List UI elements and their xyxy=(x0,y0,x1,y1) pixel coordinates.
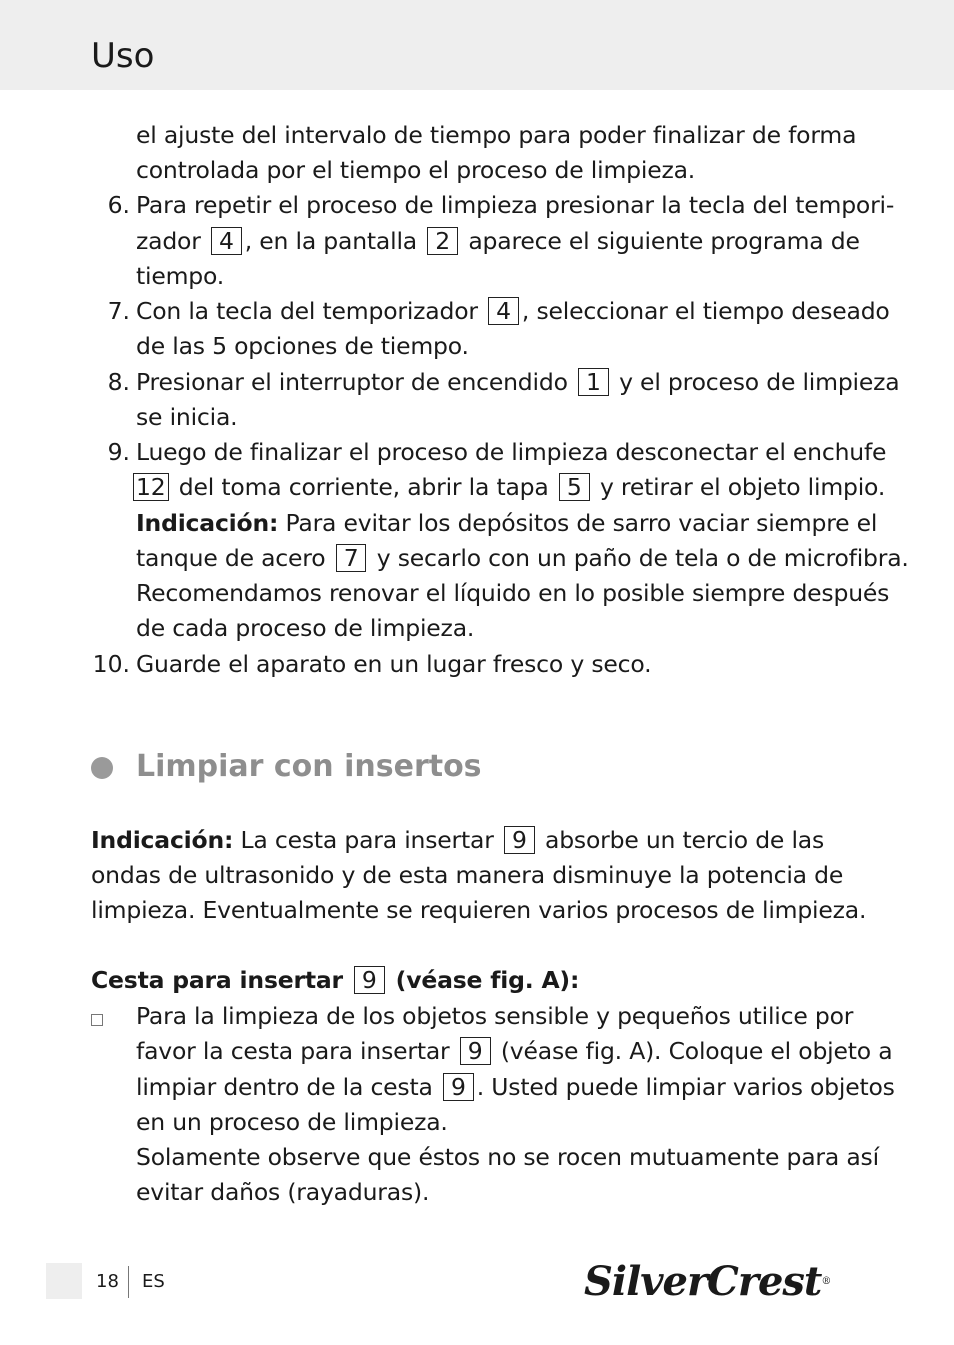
text-run: . Usted puede limpiar varios objetos xyxy=(476,1073,895,1101)
part-number-box: 7 xyxy=(336,544,367,572)
bullet-text xyxy=(136,1036,892,1066)
list-item-text xyxy=(136,543,909,573)
language-code: ES xyxy=(142,1271,165,1292)
paragraph-line: limpieza. Eventualmente se requieren varios procesos de limpieza. xyxy=(91,896,867,924)
text-run: Con la tecla del temporizador xyxy=(136,297,478,325)
list-continuation-line: el ajuste del intervalo de tiempo para poder finalizar de forma xyxy=(136,121,857,149)
text-run: Para evitar los depósitos de sarro vaciar siempre el xyxy=(285,509,878,537)
part-number-box: 4 xyxy=(488,297,519,325)
bullet-text xyxy=(136,1072,895,1102)
part-number-box: 9 xyxy=(504,826,535,854)
list-item-text: se inicia. xyxy=(136,403,238,431)
page-header xyxy=(0,0,954,90)
part-number-box: 5 xyxy=(559,473,590,501)
part-number-box: 9 xyxy=(460,1037,491,1065)
bullet-text: Solamente observe que éstos no se rocen mutuamente para así xyxy=(136,1143,879,1171)
text-run: (véase fig. A): xyxy=(395,966,580,994)
list-continuation-line: controlada por el tiempo el proceso de limpieza. xyxy=(136,156,696,184)
text-run: absorbe un tercio de las xyxy=(545,826,825,854)
list-item-text xyxy=(133,472,885,502)
text-run: del toma corriente, abrir la tapa xyxy=(178,473,549,501)
part-number-box: 9 xyxy=(443,1073,474,1101)
brand-name: SilverCrest xyxy=(584,1258,822,1305)
footer-divider xyxy=(128,1266,129,1298)
text-run: zador xyxy=(136,227,201,255)
text-run: y el proceso de limpieza xyxy=(619,368,900,396)
footer-marker xyxy=(46,1263,82,1299)
part-number-box: 12 xyxy=(133,473,169,501)
section-bullet-icon xyxy=(91,757,113,779)
list-number: 8. xyxy=(107,368,130,396)
list-item-text xyxy=(136,367,899,397)
paragraph-line: ondas de ultrasonido y de esta manera disminuye la potencia de xyxy=(91,861,844,889)
text-run: y secarlo con un paño de tela o de microfibra. xyxy=(376,544,909,572)
part-number-box: 9 xyxy=(354,966,385,994)
list-number: 6. xyxy=(107,191,130,219)
list-item-text: Guarde el aparato en un lugar fresco y seco. xyxy=(136,650,652,678)
paragraph-line xyxy=(91,825,824,855)
note-label: Indicación: xyxy=(91,826,234,854)
text-run: tanque de acero xyxy=(136,544,326,572)
text-run: favor la cesta para insertar xyxy=(136,1037,450,1065)
bullet-text: Para la limpieza de los objetos sensible y pequeños utilice por xyxy=(136,1002,854,1030)
part-number-box: 2 xyxy=(427,227,458,255)
list-number: 7. xyxy=(107,297,130,325)
text-run: y retirar el objeto limpio. xyxy=(599,473,886,501)
bullet-square-icon xyxy=(91,1014,103,1026)
list-item-text xyxy=(136,508,877,538)
list-number: 10. xyxy=(92,650,130,678)
page-title: Uso xyxy=(91,36,155,76)
text-run: La cesta para insertar xyxy=(240,826,494,854)
note-label: Indicación: xyxy=(136,509,279,537)
text-run: Presionar el interruptor de encendido xyxy=(136,368,568,396)
list-item-text: Recomendamos renovar el líquido en lo posible siempre después xyxy=(136,579,890,607)
text-run: Cesta para insertar xyxy=(91,966,343,994)
list-item-text xyxy=(136,226,860,256)
list-item-text: de las 5 opciones de tiempo. xyxy=(136,332,469,360)
list-number: 9. xyxy=(107,438,130,466)
part-number-box: 4 xyxy=(211,227,242,255)
text-run: aparece el siguiente programa de xyxy=(468,227,860,255)
part-number-box: 1 xyxy=(578,368,609,396)
list-item-text: Para repetir el proceso de limpieza presionar la tecla del tempori- xyxy=(136,191,895,219)
subheading xyxy=(91,965,579,995)
list-item-text xyxy=(136,296,890,326)
text-run: limpiar dentro de la cesta xyxy=(136,1073,433,1101)
registered-mark: ® xyxy=(821,1276,831,1287)
bullet-text: evitar daños (rayaduras). xyxy=(136,1178,430,1206)
section-title: Limpiar con insertos xyxy=(136,749,482,784)
text-run: , seleccionar el tiempo deseado xyxy=(521,297,890,325)
list-item-text: Luego de finalizar el proceso de limpieza desconectar el enchufe xyxy=(136,438,887,466)
brand-logo xyxy=(584,1258,830,1306)
list-item-text: tiempo. xyxy=(136,262,225,290)
list-item-text: de cada proceso de limpieza. xyxy=(136,614,475,642)
text-run: (véase fig. A). Coloque el objeto a xyxy=(500,1037,893,1065)
bullet-text: en un proceso de limpieza. xyxy=(136,1108,448,1136)
text-run: , en la pantalla xyxy=(244,227,417,255)
page-number: 18 xyxy=(96,1271,119,1292)
